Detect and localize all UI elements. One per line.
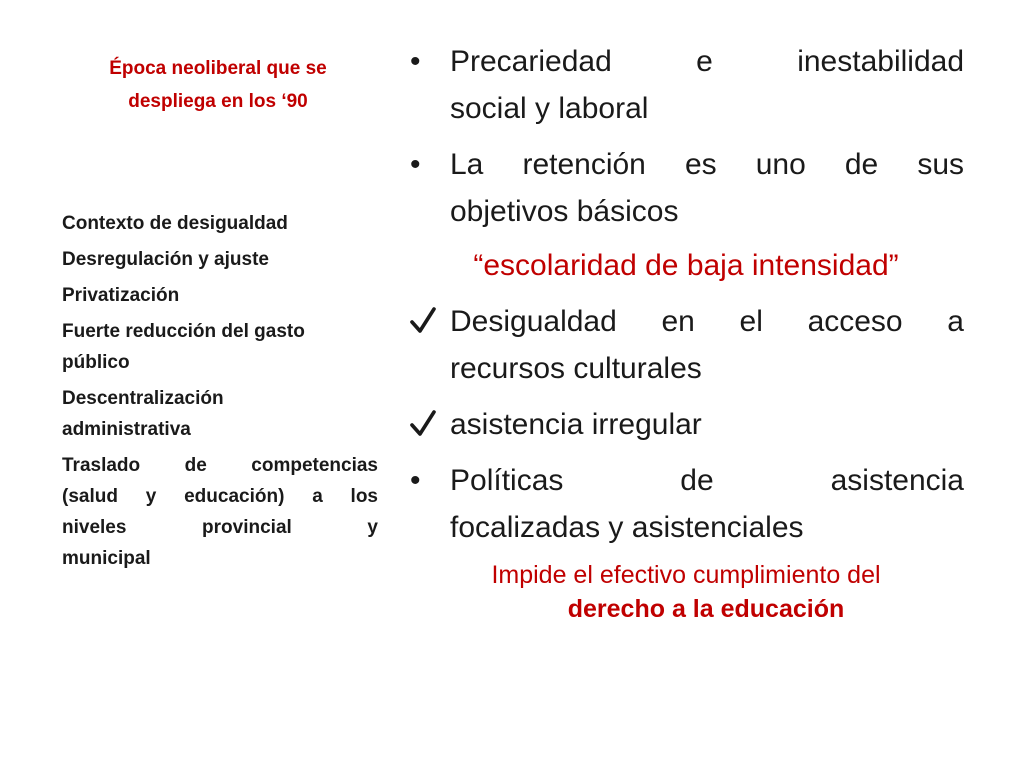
left-item-descentralizacion-line-1: Descentralización (62, 388, 224, 409)
conclusion-line-2: derecho a la educación (567, 595, 845, 623)
left-list (62, 208, 378, 579)
bullet-precariedad-line-2: social y laboral (450, 92, 649, 125)
check-asistencia-line-1: asistencia irregular (450, 408, 702, 441)
left-item-traslado-line-3: niveles provincial y (62, 517, 378, 538)
check-item-asistencia (408, 401, 964, 448)
subtitle-line-1: Época neoliberal que se (109, 58, 327, 79)
left-item-desregulacion: Desregulación y ajuste (62, 249, 269, 270)
subtitle-line-2: despliega en los ‘90 (128, 91, 308, 112)
bullet-icon: • (410, 464, 421, 497)
bullet-retencion-line-2: objetivos básicos (450, 195, 679, 228)
left-item-contexto: Contexto de desigualdad (62, 213, 288, 234)
left-item-privatizacion: Privatización (62, 285, 180, 306)
check-desigualdad-line-1: Desigualdad en el acceso a (450, 305, 964, 338)
right-content (408, 38, 964, 628)
bullet-retencion-line-1: La retención es uno de sus (450, 148, 964, 181)
left-item-traslado (62, 450, 378, 574)
bullet-item-retencion (408, 141, 964, 235)
check-desigualdad-line-2: recursos culturales (450, 352, 702, 385)
checkmark-icon (410, 401, 440, 448)
bullet-politicas-line-1: Políticas de asistencia (450, 464, 964, 497)
left-item-reduccion-line-2: público (62, 352, 130, 373)
left-item-traslado-line-4: municipal (62, 548, 151, 569)
check-item-desigualdad (408, 298, 964, 392)
bullet-precariedad-line-1: Precariedad e inestabilidad (450, 45, 964, 78)
bullet-item-politicas (408, 457, 964, 551)
left-item-descentralizacion (62, 383, 378, 445)
slide-subtitle (64, 52, 372, 118)
conclusion-line-1: Impide el efectivo cumplimiento del (491, 561, 881, 589)
left-item-reduccion-line-1: Fuerte reducción del gasto (62, 321, 305, 342)
highlight-quote: “escolaridad de baja intensidad” (473, 249, 899, 282)
checkmark-icon (410, 298, 440, 345)
bullet-politicas-line-2: focalizadas y asistenciales (450, 511, 804, 544)
bullet-item-precariedad (408, 38, 964, 132)
left-item-reduccion-gasto (62, 316, 378, 378)
left-item-descentralizacion-line-2: administrativa (62, 419, 191, 440)
left-item-traslado-line-2: (salud y educación) a los (62, 486, 378, 507)
left-item-traslado-line-1: Traslado de competencias (62, 455, 378, 476)
bullet-icon: • (410, 148, 421, 181)
bullet-icon: • (410, 45, 421, 78)
